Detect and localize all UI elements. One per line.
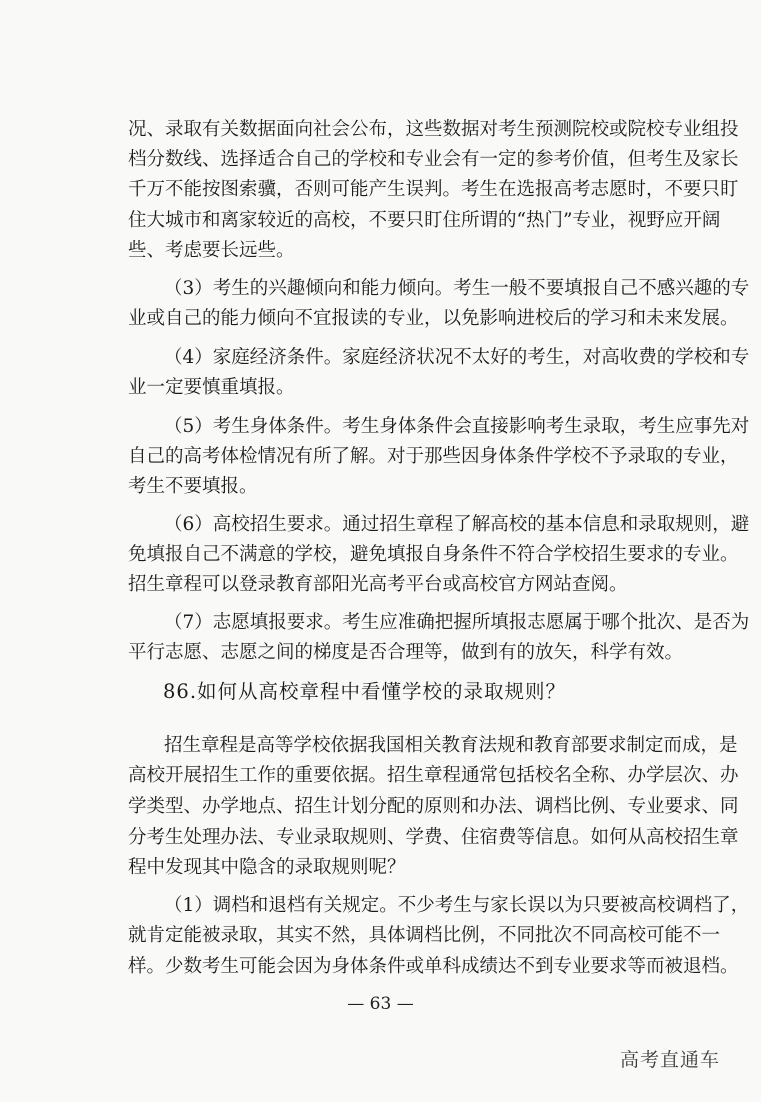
watermark-text: 高考直通车	[620, 1049, 721, 1071]
text-line: 高校开展招生工作的重要依据。招生章程通常包括校名全称、办学层次、办	[128, 765, 739, 786]
page-number: — 63 —	[347, 994, 414, 1014]
section-heading: 86.如何从高校章程中看懂学校的录取规则？	[163, 680, 567, 703]
text-line: 档分数线、选择适合自己的学校和专业会有一定的参考价值，但考生及家长	[128, 149, 739, 170]
text-line: 业或自己的能力倾向不宜报读的专业，以免影响进校后的学习和未来发展。	[128, 308, 739, 329]
text-line: 平行志愿、志愿之间的梯度是否合理等，做到有的放矢，科学有效。	[128, 642, 684, 663]
text-line: 免填报自己不满意的学校，避免填报自身条件不符合学校招生要求的专业。	[128, 544, 739, 565]
text-line: 就肯定能被录取，其实不然，具体调档比例，不同批次不同高校可能不一	[128, 925, 721, 946]
text-line: 招生章程可以登录教育部阳光高考平台或高校官方网站查阅。	[128, 574, 628, 595]
text-line: （5）考生身体条件。考生身体条件会直接影响考生录取，考生应事先对	[164, 416, 750, 437]
text-line: 千万不能按图索骥，否则可能产生误判。考生在选报高考志愿时，不要只盯	[128, 179, 739, 200]
text-line: 招生章程是高等学校依据我国相关教育法规和教育部要求制定而成，是	[164, 735, 738, 756]
text-line: 些、考虑要长远些。	[128, 240, 295, 261]
text-line: 住大城市和离家较近的高校，不要只盯住所谓的“热门”专业，视野应开阔	[128, 210, 721, 231]
text-line: 考生不要填报。	[128, 476, 258, 497]
text-line: 业一定要慎重填报。	[128, 377, 295, 398]
text-line: （4）家庭经济条件。家庭经济状况不太好的考生，对高收费的学校和专	[164, 347, 750, 368]
text-line: 分考生处理办法、专业录取规则、学费、住宿费等信息。如何从高校招生章	[128, 827, 739, 848]
text-line: 程中发现其中隐含的录取规则呢？	[128, 857, 406, 878]
text-line: 样。少数考生可能会因为身体条件或单科成绩达不到专业要求等而被退档。	[128, 956, 739, 977]
text-line: 自己的高考体检情况有所了解。对于那些因身体条件学校不予录取的专业，	[128, 446, 739, 467]
text-line: 学类型、办学地点、招生计划分配的原则和办法、调档比例、专业要求、同	[128, 796, 739, 817]
text-line: （6）高校招生要求。通过招生章程了解高校的基本信息和录取规则，避	[164, 514, 750, 535]
text-line: （1）调档和退档有关规定。不少考生与家长误以为只要被高校调档了，	[164, 895, 750, 916]
text-line: 况、录取有关数据面向社会公布，这些数据对考生预测院校或院校专业组投	[128, 119, 739, 140]
text-line: （7）志愿填报要求。考生应准确把握所填报志愿属于哪个批次、是否为	[164, 612, 750, 633]
text-line: （3）考生的兴趣倾向和能力倾向。考生一般不要填报自己不感兴趣的专	[164, 278, 750, 299]
